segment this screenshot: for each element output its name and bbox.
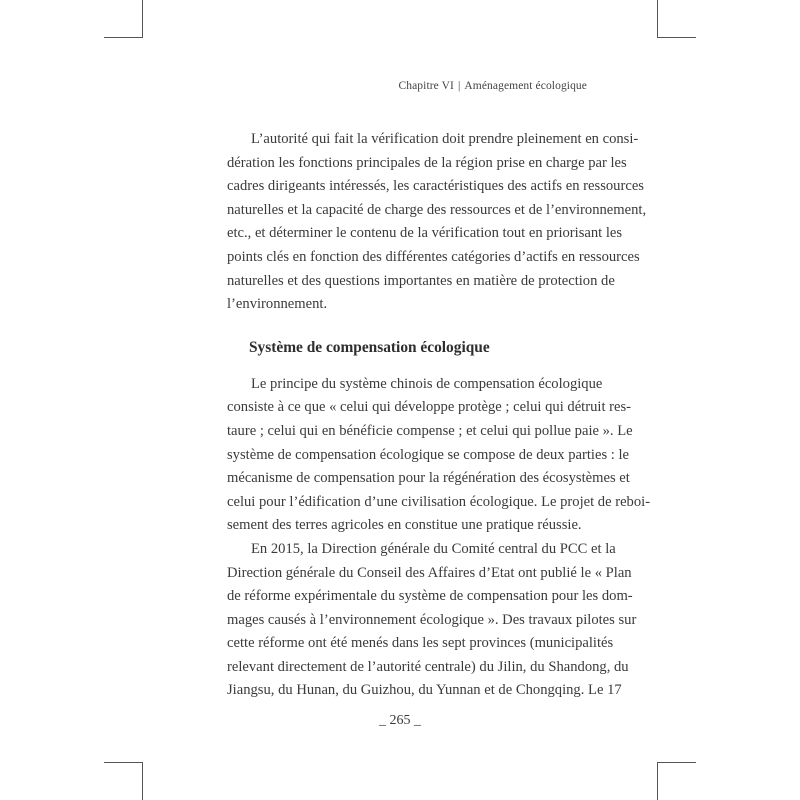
text-line: naturelles et des questions importantes en matière de protection de — [227, 272, 615, 289]
text-line: mages causés à l’environnement écologique ». Des travaux pilotes sur — [227, 611, 637, 628]
crop-mark-bottom-left-vertical — [142, 762, 143, 800]
section-heading: Système de compensation écologique — [249, 338, 490, 356]
running-header — [398, 80, 587, 92]
paragraph — [227, 538, 637, 703]
text-line: En 2015, la Direction générale du Comité central du PCC et la — [251, 540, 616, 557]
crop-mark-bottom-right-vertical — [657, 762, 658, 800]
text-line: cadres dirigeants intéressés, les caractéristiques des actifs en ressources — [227, 178, 644, 195]
crop-mark-bottom-left-horizontal — [104, 762, 142, 763]
text-line: points clés en fonction des différentes catégories d’actifs en ressources — [227, 248, 640, 265]
text-line: etc., et déterminer le contenu de la vérification tout en priorisant les — [227, 225, 623, 242]
running-header-section: Aménagement écologique — [464, 80, 587, 92]
text-line: l’environnement. — [227, 296, 328, 313]
text-line: Direction générale du Conseil des Affaires d’Etat ont publié le « Plan — [227, 564, 632, 581]
page-number: _ 265 _ — [379, 713, 421, 728]
text-line: consiste à ce que « celui qui développe protège ; celui qui détruit res- — [227, 399, 632, 416]
text-line: relevant directement de l’autorité centrale) du Jilin, du Shandong, du — [227, 658, 629, 675]
body-text — [227, 128, 651, 703]
paragraphs-after-heading — [227, 373, 651, 703]
text-line: dération les fonctions principales de la région prise en charge par les — [227, 154, 627, 171]
crop-mark-top-right-horizontal — [658, 37, 696, 38]
text-line: Jiangsu, du Hunan, du Guizhou, du Yunnan et de Chongqing. Le 17 — [227, 682, 622, 699]
text-line: cette réforme ont été menés dans les sept provinces (municipalités — [227, 635, 614, 652]
running-header-chapter: Chapitre VI — [398, 80, 454, 92]
crop-mark-bottom-right-horizontal — [658, 762, 696, 763]
text-line: celui pour l’édification d’une civilisation écologique. Le projet de reboi- — [227, 493, 651, 510]
paragraphs-before-heading — [227, 128, 647, 317]
text-line: L’autorité qui fait la vérification doit prendre pleinement en consi- — [251, 131, 639, 147]
paragraph — [227, 373, 651, 538]
running-header-separator: | — [458, 80, 461, 92]
text-line: système de compensation écologique se compose de deux parties : le — [227, 446, 630, 463]
text-line: naturelles et la capacité de charge des ressources et de l’environnement, — [227, 201, 647, 218]
text-line: mécanisme de compensation pour la régénération des écosystèmes et — [227, 470, 630, 487]
crop-mark-top-right-vertical — [657, 0, 658, 38]
crop-mark-top-left-vertical — [142, 0, 143, 38]
text-line: sement des terres agricoles en constitue une pratique réussie. — [227, 517, 582, 534]
text-line: de réforme expérimentale du système de compensation pour les dom- — [227, 588, 633, 605]
paragraph — [227, 128, 647, 317]
crop-mark-top-left-horizontal — [104, 37, 142, 38]
text-line: taure ; celui qui en bénéficie compense ; et celui qui pollue paie ». Le — [227, 422, 633, 439]
text-line: Le principe du système chinois de compensation écologique — [251, 375, 603, 392]
